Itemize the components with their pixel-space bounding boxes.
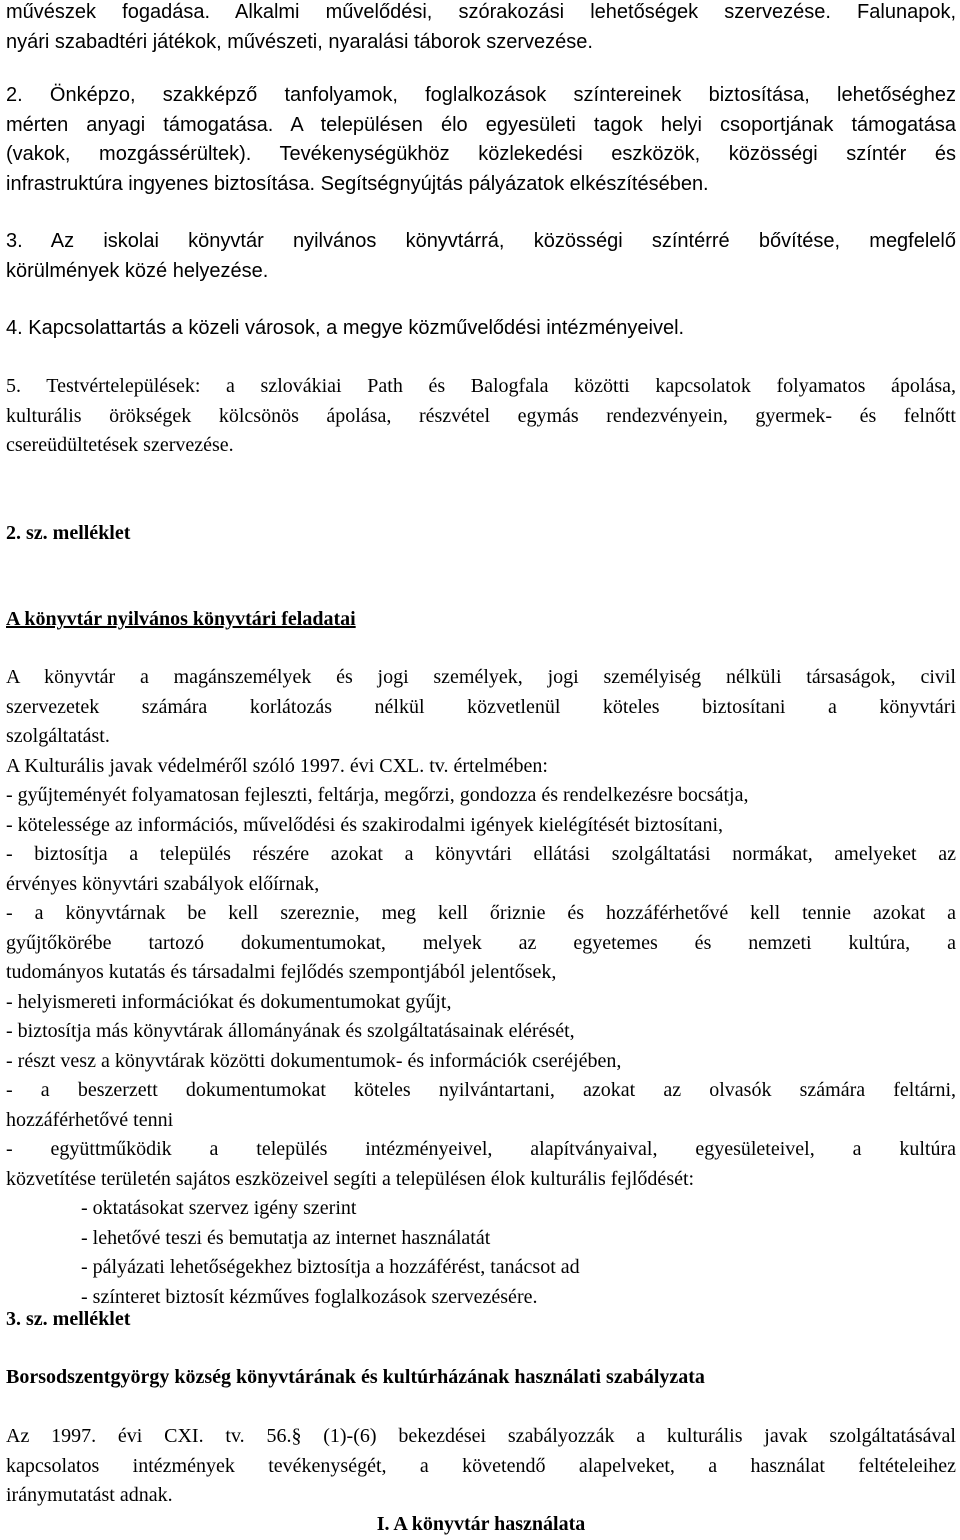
list-item: - együttműködik a település intézményeivel, alapítványaival, egyesületeivel, a kultúra <box>6 1138 956 1160</box>
intro-continuation <box>6 0 956 57</box>
text-line: körülmények közé helyezése. <box>6 259 269 282</box>
rules-title <box>6 1363 956 1393</box>
sub-list-item: - oktatásokat szervez igény szerint <box>81 1197 357 1219</box>
list-item: - a beszerzett dokumentumokat köteles nyilvántartani, azokat az olvasók számára feltárni, <box>6 1079 956 1101</box>
intro-paragraph <box>6 663 956 781</box>
annex-heading: 3. sz. melléklet <box>6 1308 131 1330</box>
text-line: 5. Testvértelepülések: a szlovákiai Path és Balogfala közötti kapcsolatok folyamatos ápolása, <box>6 375 956 397</box>
section-heading: A könyvtár nyilvános könyvtári feladatai <box>6 608 356 630</box>
text-line: szolgáltatást. <box>6 725 110 747</box>
text-line: iránymutatást adnak. <box>6 1484 173 1506</box>
text-line: kapcsolatos intézmények tevékenységét, a követendő alapelveket, a használat feltételeihez <box>6 1454 956 1477</box>
annex-2-heading <box>6 519 956 549</box>
list-item-5 <box>6 372 956 461</box>
list-item-3 <box>6 227 956 286</box>
list-item-continuation: érvényes könyvtári szabályok előírnak, <box>6 872 320 895</box>
list-item-continuation: gyűjtőkörébe tartozó dokumentumokat, melyek az egyetemes és nemzeti kultúra, a <box>6 931 956 954</box>
duties-list <box>6 781 956 1312</box>
sub-list-item: - pályázati lehetőségekhez biztosítja a hozzáférést, tanácsot ad <box>81 1256 580 1278</box>
text-line: kulturális örökségek kölcsönös ápolása, részvétel egymás rendezvényein, gyermek- és felnőtt <box>6 404 956 427</box>
text-line: A Kulturális javak védelméről szóló 1997. évi CXL. tv. értelmében: <box>6 754 548 777</box>
section-title <box>6 605 956 635</box>
text-line: művészek fogadása. Alkalmi művelődési, szórakozási lehetőségek szervezése. Falunapok, <box>6 1 956 23</box>
sub-list-item: - színteret biztosít kézműves foglalkozások szervezésére. <box>81 1285 538 1308</box>
list-item: - kötelessége az információs, művelődési és szakirodalmi igények kielégítését biztosítani, <box>6 813 724 836</box>
list-item-4 <box>6 314 956 344</box>
text-line: mérten anyagi támogatása. A településen élo egyesületi tagok helyi csoportjának támogatása <box>6 113 956 136</box>
annex-heading: 2. sz. melléklet <box>6 522 131 544</box>
text-line: 4. Kapcsolattartás a közeli városok, a megye közművelődési intézményeivel. <box>6 317 685 339</box>
sub-list-item: - lehetővé teszi és bemutatja az internet használatát <box>81 1226 491 1249</box>
list-item-continuation: közvetítése területén sajátos eszközeivel segíti a településen élok kulturális fejlődését: <box>6 1167 695 1190</box>
chapter-heading: I. A könyvtár használata <box>376 1513 586 1535</box>
list-item: - biztosítja a település részére azokat a könyvtári ellátási szolgáltatási normákat, amelyeket az <box>6 843 956 865</box>
list-item: - gyűjteményét folyamatosan fejleszti, feltárja, megőrzi, gondozza és rendelkezésre bocsátja, <box>6 784 749 806</box>
text-line: 2. Önképzo, szakképző tanfolyamok, foglalkozások színtereinek biztosítása, lehetőséghez <box>6 84 956 106</box>
list-item: - biztosítja más könyvtárak állományának és szolgáltatásainak elérését, <box>6 1020 575 1042</box>
list-item: - helyismereti információkat és dokumentumokat gyűjt, <box>6 990 452 1013</box>
list-item-2 <box>6 81 956 199</box>
text-line: A könyvtár a magánszemélyek és jogi személyek, jogi személyiség nélküli társaságok, civil <box>6 666 956 688</box>
text-line: (vakok, mozgássérültek). Tevékenységükhöz közlekedési eszközök, közösségi színtér és <box>6 143 956 165</box>
text-line: 3. Az iskolai könyvtár nyilvános könyvtárrá, közösségi színtérré bővítése, megfelelő <box>6 230 956 252</box>
annex-3-heading <box>6 1305 956 1335</box>
text-line: csereüdültetések szervezése. <box>6 434 234 456</box>
list-item-continuation: hozzáférhetővé tenni <box>6 1108 174 1131</box>
text-line: infrastruktúra ingyenes biztosítása. Segítségnyújtás pályázatok elkészítésében. <box>6 172 709 195</box>
rules-heading: Borsodszentgyörgy község könyvtárának és kultúrházának használati szabályzata <box>6 1366 705 1388</box>
text-line: Az 1997. évi CXI. tv. 56.§ (1)-(6) bekezdései szabályozzák a kulturális javak szolgáltatásával <box>6 1425 956 1447</box>
chapter-1-heading <box>6 1510 956 1540</box>
rules-intro <box>6 1422 956 1511</box>
list-item: - a könyvtárnak be kell szereznie, meg kell őriznie és hozzáférhetővé kell tennie azokat a <box>6 902 956 924</box>
list-item: - részt vesz a könyvtárak közötti dokumentumok- és információk cseréjében, <box>6 1049 622 1072</box>
text-line: nyári szabadtéri játékok, művészeti, nyaralási táborok szervezése. <box>6 30 593 53</box>
list-item-continuation: tudományos kutatás és társadalmi fejlődés szempontjából jelentősek, <box>6 961 557 983</box>
text-line: szervezetek számára korlátozás nélkül közvetlenül köteles biztosítani a könyvtári <box>6 695 956 718</box>
